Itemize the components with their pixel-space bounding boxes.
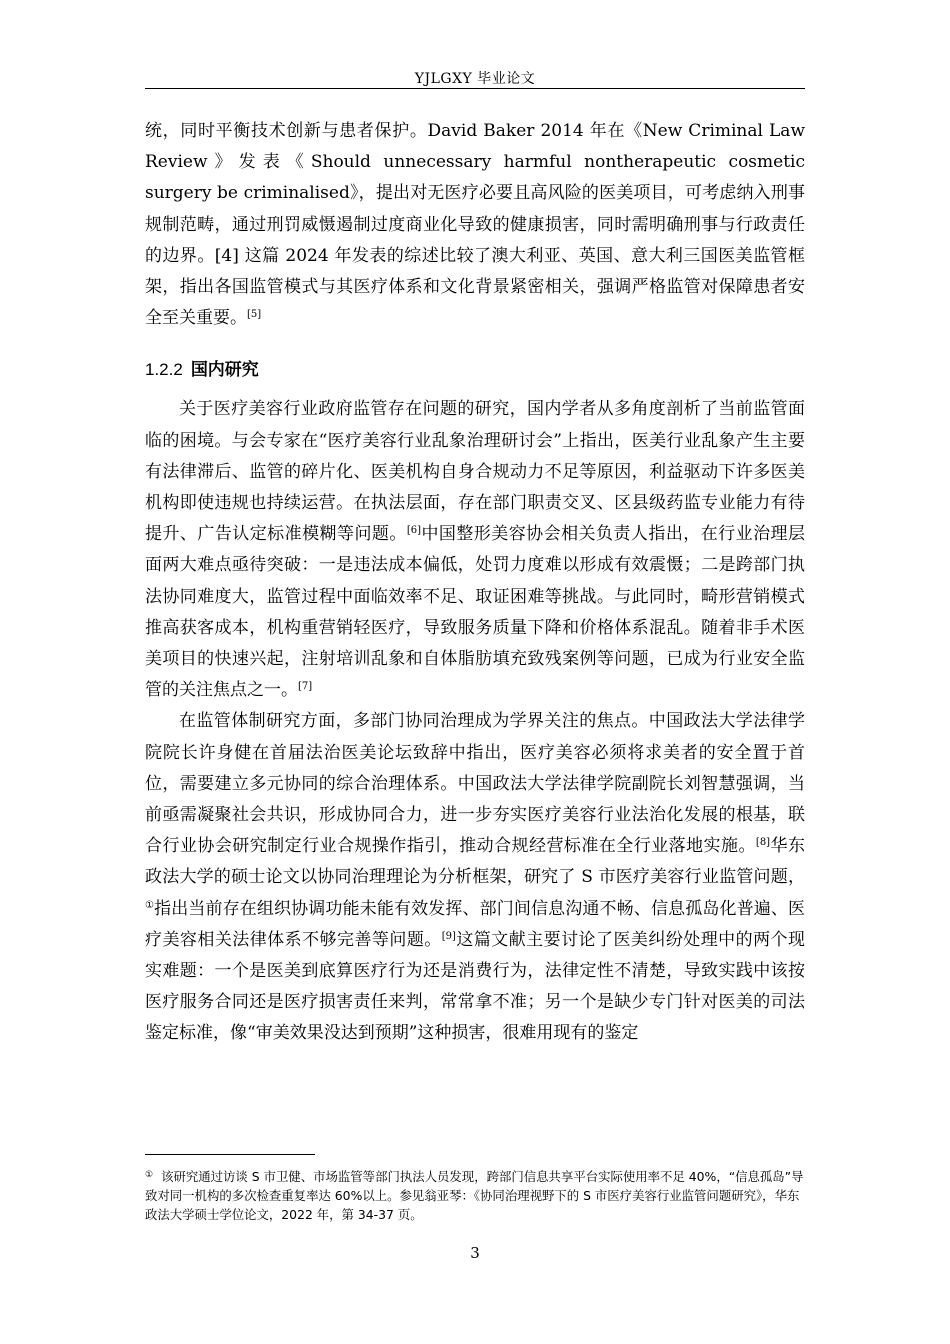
footnote bbox=[145, 1166, 805, 1224]
section-heading bbox=[145, 356, 805, 384]
paragraph-foreign-research-end bbox=[145, 116, 805, 334]
paragraph-domestic-problems bbox=[145, 394, 805, 706]
page-body bbox=[145, 116, 805, 1050]
header-rule bbox=[145, 88, 805, 89]
running-header: YJLGXY 毕业论文 bbox=[414, 71, 536, 87]
section-title: 国内研究 bbox=[190, 360, 259, 381]
paragraph-text: 在监管体制研究方面，多部门协同治理成为学界关注的焦点。中国政法大学法律学院院长许身健在首届法治医美论坛致辞中指出，医疗美容必须将求美者的安全置于首位，需要建立多元协同的综合治理体系。中国政法大学法律学院副院长刘智慧强调，当前亟需凝聚社会共识，形成协同合力，进一步夯实医疗美容行业法治化发展的根基，联合行业协会研究制定行业合规操作指引，推动合规经营标准在全行业落地实施。 bbox=[145, 711, 805, 857]
paragraph-text: 关于医疗美容行业政府监管存在问题的研究，国内学者从多角度剖析了当前监管面临的困境。与会专家在“医疗美容行业乱象治理研讨会”上指出，医美行业乱象产生主要有法律滞后、监管的碎片化、医美机构自身合规动力不足等原因，利益驱动下许多医美机构即使违规也持续运营。在执法层面，存在部门职责交叉、区县级药监专业能力有待提升、广告认定标准模糊等问题。 bbox=[145, 399, 805, 545]
paragraph-text: 中国整形美容协会相关负责人指出，在行业治理层面两大难点亟待突破：一是违法成本偏低，处罚力度难以形成有效震慑；二是跨部门执法协同难度大，监管过程中面临效率不足、取证困难等挑战。与此同时，畸形营销模式推高获客成本，机构重营销轻医疗，导致服务质量下降和价格体系混乱。随着非手术医美项目的快速兴起，注射培训乱象和自体脂肪填充致残案例等问题，已成为行业安全监管的关注焦点之一。 bbox=[145, 524, 806, 701]
citation-ref[interactable]: [5] bbox=[247, 309, 262, 321]
paragraph-text: 统，同时平衡技术创新与患者保护。David Baker 2014 年在《New Criminal Law Review》发表《Should unnecessary harmful nontherapeutic cosmetic surgery be criminalised》，提出对无医疗必要且高风险的医美项目，可考虑纳入刑事规制范畴，通过刑罚威慑遏制过度商业化导致的健康损害，同时需明确刑事与行政责任的边界。[4] 这篇 2024 年发表的综述比较了澳大利亚、英国、意大利三国医美监管框架，指出各国监管模式与其医疗体系和文化背景紧密相关，强调严格监管对保障患者安全至关重要。 bbox=[145, 121, 805, 329]
citation-ref[interactable]: [8] bbox=[755, 837, 771, 849]
footnote-rule bbox=[145, 1154, 315, 1155]
section-number: 1.2.2 bbox=[145, 360, 183, 380]
paragraph-regulatory-system bbox=[145, 706, 805, 1049]
paragraph-text: 华东政法大学的硕士论文以协同治理理论为分析框架，研究了 S 市医疗美容行业监管问题， bbox=[145, 836, 806, 888]
citation-ref[interactable]: [7] bbox=[298, 681, 313, 693]
citation-ref[interactable]: [6] bbox=[406, 525, 421, 537]
paragraph-text: 这篇文献主要讨论了医美纠纷处理中的两个现实难题：一个是医美到底算医疗行为还是消费行为，法律定性不清楚，导致实践中该按医疗服务合同还是医疗损害责任来判，常常拿不准；另一个是缺少专门针对医美的司法鉴定标准，像“审美效果没达到预期”这种损害，很难用现有的鉴定 bbox=[145, 929, 806, 1044]
footnote-number: ① bbox=[145, 1170, 154, 1180]
citation-ref[interactable]: [9] bbox=[441, 930, 456, 942]
footnote-text: 该研究通过访谈 S 市卫健、市场监管等部门执法人员发现，跨部门信息共享平台实际使用率不足 40%，“信息孤岛”导致对同一机构的多次检查重复率达 60%以上。参见翁亚琴：《协同治理视野下的 S 市医疗美容行业监管问题研究》，华东政法大学硕士学位论文，2022 年，第 34-37 页。 bbox=[145, 1169, 804, 1222]
footnote-mark[interactable]: ① bbox=[145, 899, 155, 911]
paragraph-text: 指出当前存在组织协调功能未能有效发挥、部门间信息沟通不畅、信息孤岛化普遍、医疗美容相关法律体系不够完善等问题。 bbox=[145, 898, 806, 950]
page-number: 3 bbox=[470, 1244, 480, 1262]
